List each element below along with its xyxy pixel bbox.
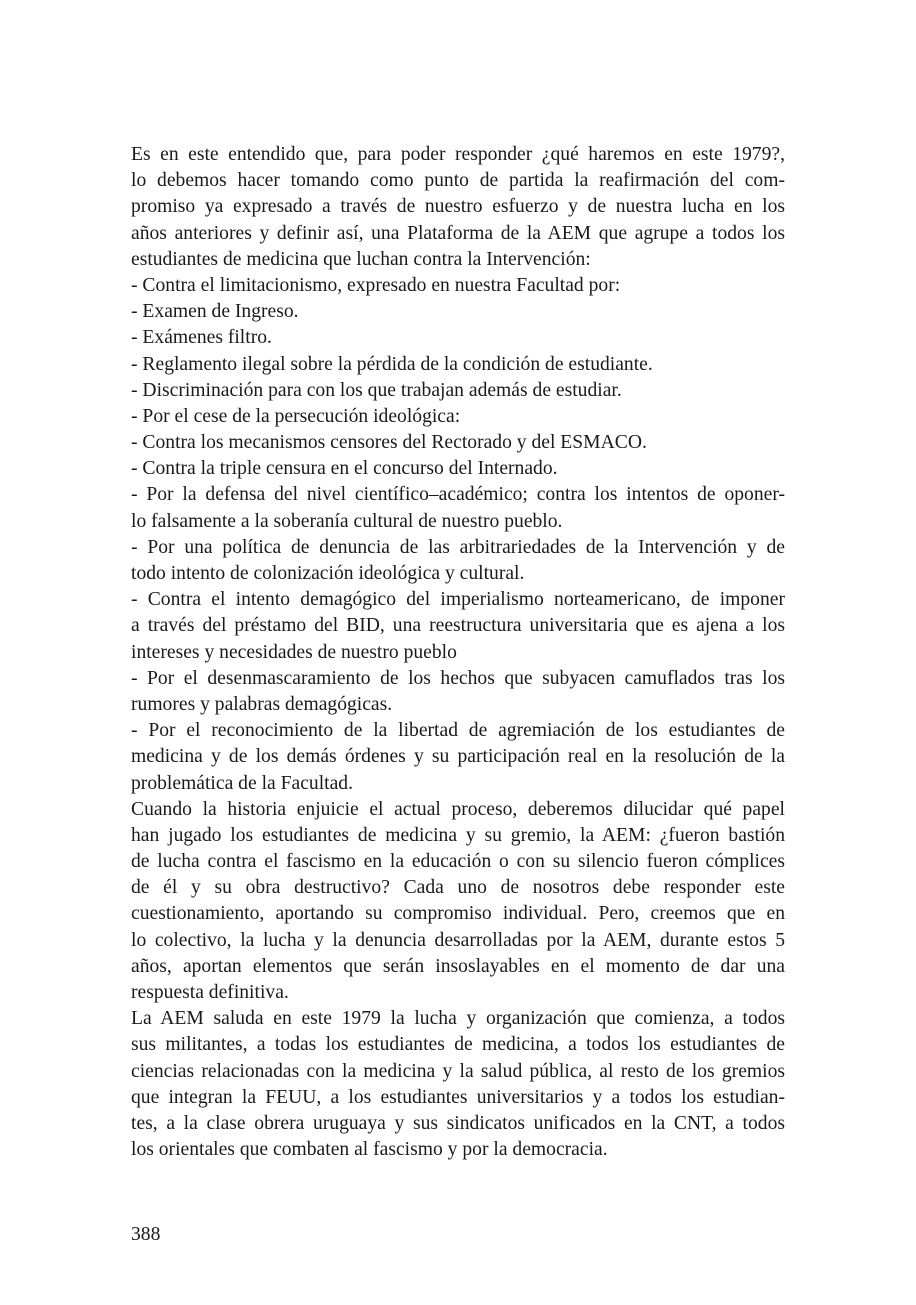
text-line: años anteriores y definir así, una Plataforma de la AEM que agrupe a todos los	[131, 222, 785, 244]
paragraph-item-13	[131, 718, 785, 797]
text-line: tes, a la clase obrera uruguaya y sus sindicatos unificados en la CNT, a todos	[131, 1112, 785, 1134]
paragraph-item-12	[131, 666, 785, 718]
text-line: - Reglamento ilegal sobre la pérdida de la condición de estudiante.	[131, 353, 653, 375]
text-line: - Exámenes filtro.	[131, 327, 272, 349]
paragraph-closing	[131, 1006, 785, 1163]
text-line: sus militantes, a todas los estudiantes de medicina, a todos los estudiantes de	[131, 1034, 785, 1056]
text-line: cuestionamiento, aportando su compromiso individual. Pero, creemos que en	[131, 903, 785, 925]
text-line: rumores y palabras demagógicas.	[131, 693, 393, 715]
text-line: - Contra la triple censura en el concurso del Internado.	[131, 458, 558, 480]
text-line: lo falsamente a la soberanía cultural de nuestro pueblo.	[131, 510, 563, 532]
text-line: - Por el reconocimiento de la libertad de agremiación de los estudiantes de	[131, 720, 785, 742]
text-line: - Contra los mecanismos censores del Rectorado y del ESMACO.	[131, 432, 647, 454]
text-line: lo colectivo, la lucha y la denuncia desarrolladas por la AEM, durante estos 5	[131, 929, 785, 951]
text-line: La AEM saluda en este 1979 la lucha y organización que comienza, a todos	[131, 1008, 785, 1030]
paragraph-item-8	[131, 456, 785, 482]
paragraph-item-7	[131, 430, 785, 456]
text-line: promiso ya expresado a través de nuestro esfuerzo y de nuestra lucha en los	[131, 196, 785, 218]
paragraph-item-4	[131, 352, 785, 378]
text-line: estudiantes de medicina que luchan contra la Intervención:	[131, 248, 591, 270]
text-line: de lucha contra el fascismo en la educación o con su silencio fueron cómplices	[131, 851, 785, 873]
text-line: han jugado los estudiantes de medicina y su gremio, la AEM: ¿fueron bastión	[131, 824, 785, 846]
text-line: - Contra el intento demagógico del imperialismo norteamericano, de imponer	[131, 589, 785, 611]
paragraph-item-3	[131, 325, 785, 351]
text-line: a través del préstamo del BID, una reestructura universitaria que es ajena a los	[131, 615, 785, 637]
text-line: - Discriminación para con los que trabajan además de estudiar.	[131, 379, 622, 401]
text-line: lo debemos hacer tomando como punto de partida la reafirmación del com-	[131, 170, 785, 192]
paragraph-intro	[131, 142, 785, 273]
text-line: respuesta definitiva.	[131, 982, 289, 1003]
body-text	[131, 142, 785, 1163]
text-line: - Por el desenmascaramiento de los hechos que subyacen camuflados tras los	[131, 667, 785, 689]
text-line: - Examen de Ingreso.	[131, 301, 299, 323]
paragraph-item-6	[131, 404, 785, 430]
text-line: de él y su obra destructivo? Cada uno de nosotros debe responder este	[131, 877, 785, 899]
paragraph-item-2	[131, 299, 785, 325]
paragraph-item-11	[131, 587, 785, 666]
paragraph-item-9	[131, 482, 785, 534]
text-line: - Por el cese de la persecución ideológica:	[131, 405, 461, 427]
text-line: medicina y de los demás órdenes y su participación real en la resolución de la	[131, 746, 785, 768]
text-line: problemática de la Facultad.	[131, 772, 353, 794]
paragraph-history	[131, 797, 785, 1007]
text-line: que integran la FEUU, a los estudiantes universitarios y a todos los estudian-	[131, 1086, 785, 1108]
text-line: Cuando la historia enjuicie el actual proceso, deberemos dilucidar qué papel	[131, 798, 785, 820]
text-line: años, aportan elementos que serán insoslayables en el momento de dar una	[131, 955, 785, 977]
text-line: Es en este entendido que, para poder responder ¿qué haremos en este 1979?,	[131, 144, 785, 165]
page-number: 388	[131, 1224, 161, 1245]
text-line: todo intento de colonización ideológica y cultural.	[131, 563, 525, 584]
text-line: - Por la defensa del nivel científico–académico; contra los intentos de oponer-	[131, 484, 785, 506]
text-line: los orientales que combaten al fascismo y por la democracia.	[131, 1139, 608, 1161]
paragraph-item-5	[131, 378, 785, 404]
text-line: ciencias relacionadas con la medicina y la salud pública, al resto de los gremios	[131, 1060, 785, 1082]
paragraph-item-1	[131, 273, 785, 299]
text-line: intereses y necesidades de nuestro pueblo	[131, 641, 457, 663]
text-line: - Por una política de denuncia de las arbitrariedades de la Intervención y de	[131, 536, 785, 558]
text-line: - Contra el limitacionismo, expresado en nuestra Facultad por:	[131, 274, 621, 296]
paragraph-item-10	[131, 535, 785, 587]
